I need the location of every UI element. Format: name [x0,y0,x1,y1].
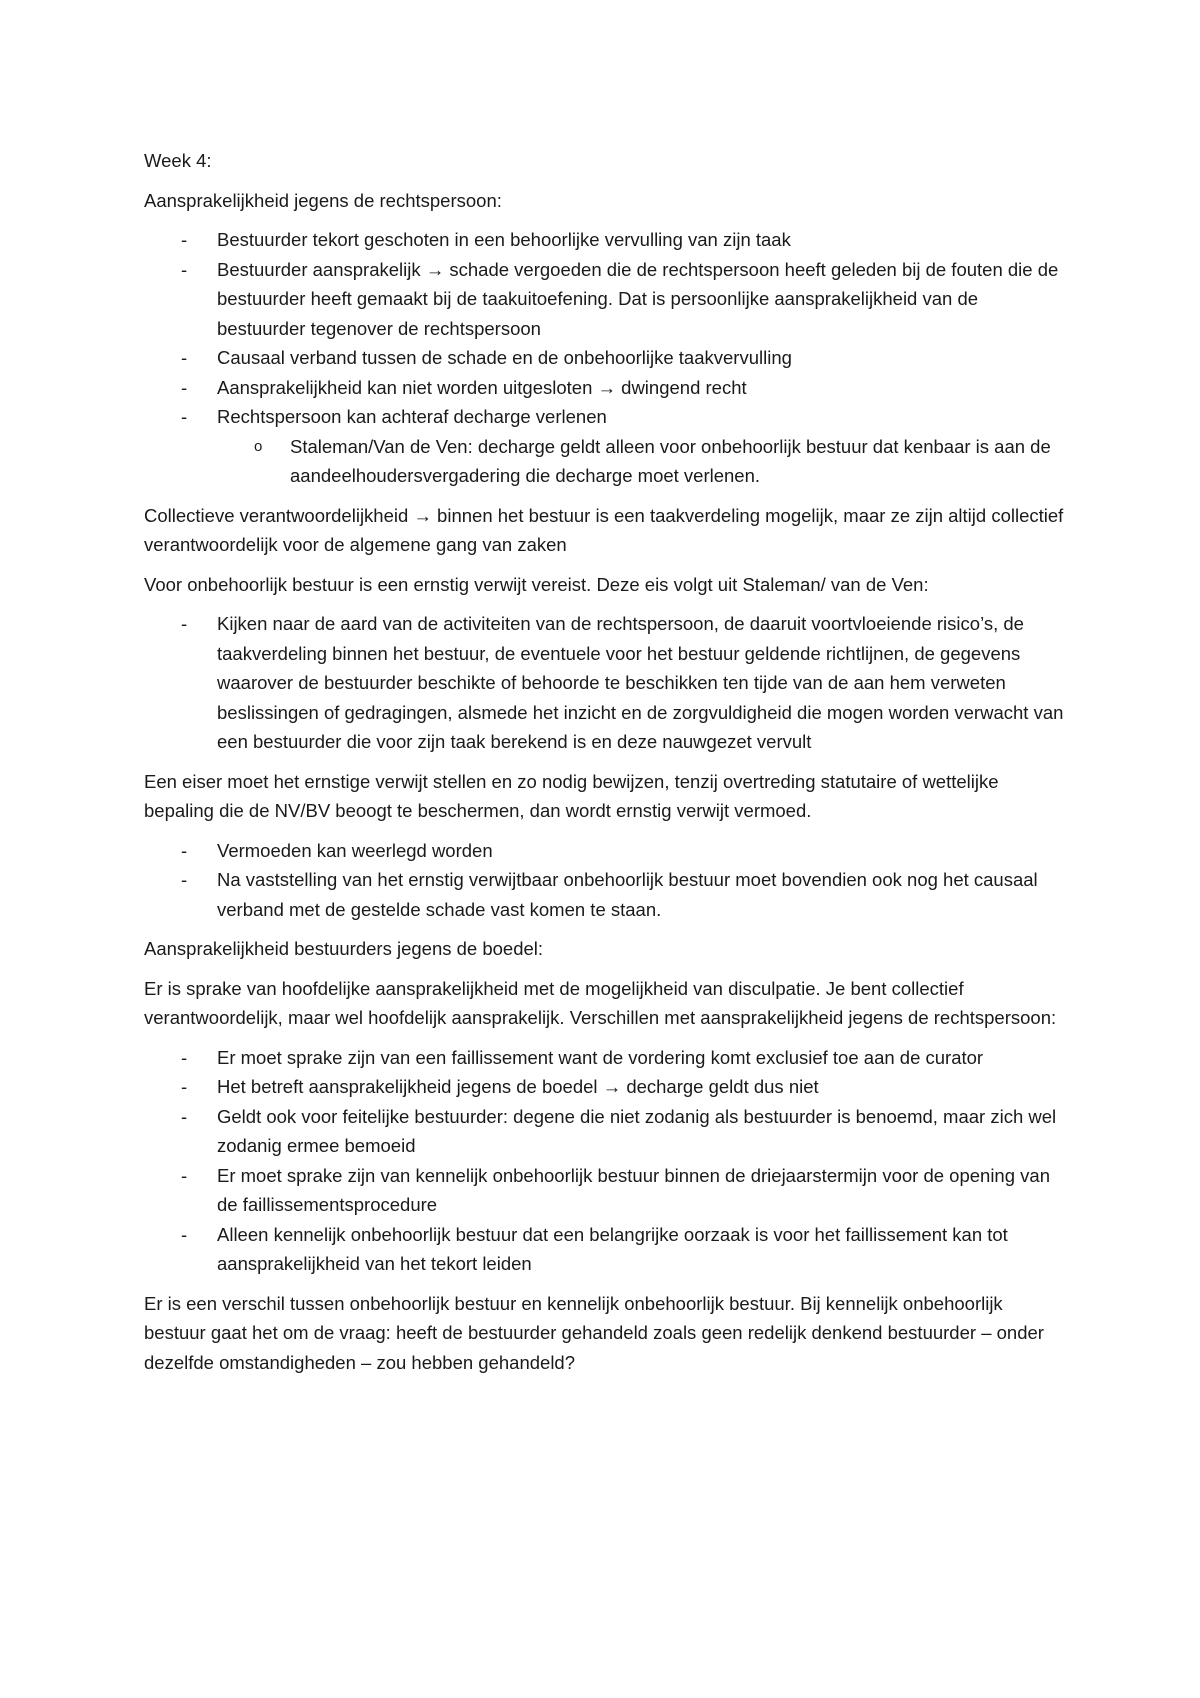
dash-bullet: - [181,1223,188,1245]
circle-bullet: o [254,437,263,455]
dash-bullet: - [181,1076,188,1097]
list-item-text: Causaal verband tussen de schade en de onbehoorlijke taakvervulling [217,347,792,368]
list-item-text: Geldt ook voor feitelijke bestuurder: degene die niet zodanig als bestuurder is benoemd, maar zich wel zodanig ermee bemoeid [217,1105,1057,1156]
section-heading-boedel: Aansprakelijkheid bestuurders jegens de boedel: [144,938,544,959]
sub-list [144,432,1066,491]
list-item-text: Aansprakelijkheid kan niet worden uitgesloten → dwingend recht [217,376,747,398]
claimant-paragraph: Een eiser moet het ernstige verwijt stellen en zo nodig bewijzen, tenzij overtreding statutaire of wettelijke bepaling die de NV/BV beoogt te beschermen, dan wordt ernstig verwijt vermoed. [144,770,999,821]
boedel-intro-paragraph: Er is sprake van hoofdelijke aansprakelijkheid met de mogelijkheid van disculpatie. Je bent collectief verantwoordelijk, maar wel hoofdelijk aansprakelijk. Verschillen met aansprakelijkheid jegens de rechtspersoon: [144,977,1057,1028]
sub-list-item [144,432,1066,491]
list-item [144,225,1066,255]
document-page [144,146,1066,1387]
list-item [144,402,1066,491]
dash-bullet: - [181,376,188,398]
section-heading-rechtspersoon: Aansprakelijkheid jegens de rechtspersoon: [144,189,502,211]
list-item-text: Na vaststelling van het ernstig verwijtbaar onbehoorlijk bestuur moet bovendien ook nog het causaal verband met de gestelde schade vast komen te staan. [217,869,1038,920]
list-item-text: Vermoeden kan weerlegd worden [217,839,493,861]
dash-bullet: - [181,347,188,368]
list-item [144,343,1066,373]
list-item-text: Er moet sprake zijn van kennelijk onbehoorlijk bestuur binnen de driejaarstermijn voor de opening van de faillissementsprocedure [217,1164,1050,1215]
list-item-text: Bestuurder aansprakelijk → schade vergoeden die de rechtspersoon heeft geleden bij de fouten die de bestuurder heeft gemaakt bij de taakuitoefening. Dat is persoonlijke aansprakelijkheid van de bestuurder tegenover de rechtspersoon [217,258,1059,339]
list-item [144,255,1066,344]
list-item-text: Er moet sprake zijn van een faillissement want de vordering komt exclusief toe aan de curator [217,1046,984,1068]
list-item [144,609,1066,757]
sub-list-item-text: Staleman/Van de Ven: decharge geldt alleen voor onbehoorlijk bestuur dat kenbaar is aan de aandeelhoudersvergadering die decharge moet verlenen. [290,435,1051,486]
list-item-text: Rechtspersoon kan achteraf decharge verlenen [217,406,607,427]
week-title: Week 4: [144,150,212,171]
closing-paragraph: Er is een verschil tussen onbehoorlijk bestuur en kennelijk onbehoorlijk bestuur. Bij kennelijk onbehoorlijk bestuur gaat het om de vraag: heeft de bestuurder gehandeld zoals geen redelijk denkend bestuurder – onder dezelfde omstandigheden – zou hebben gehandeld? [144,1292,1044,1373]
list-item [144,1072,1066,1102]
dash-bullet: - [181,1105,188,1127]
list-item [144,1102,1066,1161]
list-item [144,865,1066,924]
list-item-text: Bestuurder tekort geschoten in een behoorlijke vervulling van zijn taak [217,229,791,250]
rechtspersoon-list [144,225,1066,491]
dash-bullet: - [181,258,188,280]
dash-bullet: - [181,613,188,634]
boedel-list [144,1043,1066,1279]
dash-bullet: - [181,1046,188,1068]
dash-bullet: - [181,839,188,861]
list-item-text: Alleen kennelijk onbehoorlijk bestuur dat een belangrijke oorzaak is voor het faillissement kan tot aansprakelijkheid van het tekort leiden [217,1223,1008,1274]
list-item [144,1161,1066,1220]
list-item [144,1043,1066,1073]
list-item-text: Kijken naar de aard van de activiteiten van de rechtspersoon, de daaruit voortvloeiende risico’s, de taakverdeling binnen het bestuur, de eventuele voor het bestuur geldende richtlijnen, de gegevens waarover de bestuurder beschikte of behoorde te beschikken ten tijde van de aan hem verweten beslissingen of gedragingen, alsmede het inzicht en de zorgvuldigheid die mogen worden verwacht van een bestuurder die voor zijn taak berekend is en deze nauwgezet vervult [217,613,1064,752]
list-item [144,836,1066,866]
dash-bullet: - [181,229,188,250]
list-item [144,373,1066,403]
list-item-text: Het betreft aansprakelijkheid jegens de boedel → decharge geldt dus niet [217,1076,819,1097]
list-item [144,1220,1066,1279]
serious-blame-list [144,609,1066,757]
dash-bullet: - [181,1164,188,1186]
serious-blame-paragraph: Voor onbehoorlijk bestuur is een ernstig verwijt vereist. Deze eis volgt uit Staleman/ van de Ven: [144,573,929,595]
dash-bullet: - [181,869,188,890]
collective-responsibility-paragraph: Collectieve verantwoordelijkheid → binnen het bestuur is een taakverdeling mogelijk, maar ze zijn altijd collectief verantwoordelijk voor de algemene gang van zaken [144,504,1064,555]
claimant-list [144,836,1066,925]
dash-bullet: - [181,406,188,427]
